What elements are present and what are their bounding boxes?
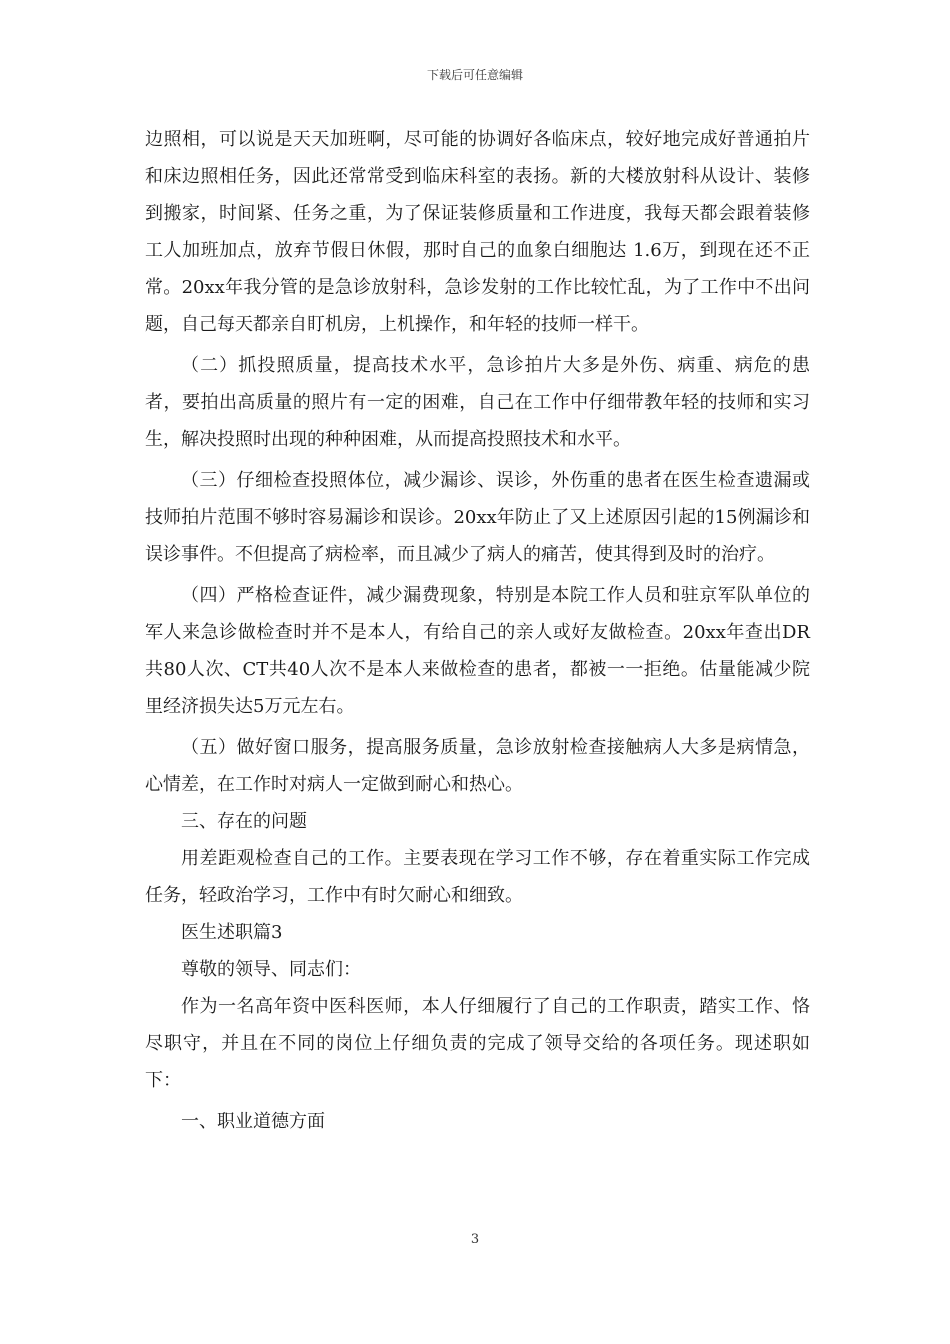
paragraph-continuation: 边照相，可以说是天天加班啊，尽可能的协调好各临床点，较好地完成好普通拍片和床边照相任务，因此还常常受到临床科室的表扬。新的大楼放射科从设计、装修到搬家，时间紧、任务之重，为了保证装修质量和工作进度，我每天都会跟着装修工人加班加点，放弃节假日休假，那时自己的血象白细胞达 1.6万，到现在还不正常。20xx年我分管的是急诊放射科，急诊发射的工作比较忙乱，为了工作中不出问题，自己每天都亲自盯机房，上机操作，和年轻的技师一样干。	[145, 129, 810, 335]
paragraph-problems: 用差距观检查自己的工作。主要表现在学习工作不够，存在着重实际工作完成任务，轻政治学习，工作中有时欠耐心和细致。	[145, 848, 810, 906]
document-body	[145, 121, 810, 1140]
article-title: 医生述职篇3	[181, 922, 283, 943]
paragraph-item-2: （二）抓投照质量，提高技术水平，急诊拍片大多是外伤、病重、病危的患者，要拍出高质量的照片有一定的困难，自己在工作中仔细带教年轻的技师和实习生，解决投照时出现的种种困难，从而提高投照技术和水平。	[145, 355, 810, 450]
paragraph-item-3: （三）仔细检查投照体位，减少漏诊、误诊，外伤重的患者在医生检查遗漏或技师拍片范围不够时容易漏诊和误诊。20xx年防止了又上述原因引起的15例漏诊和误诊事件。不但提高了病检率，而且减少了病人的痛苦，使其得到及时的治疗。	[145, 470, 810, 565]
paragraph-item-4: （四）严格检查证件，减少漏费现象，特别是本院工作人员和驻京军队单位的军人来急诊做检查时并不是本人，有给自己的亲人或好友做检查。20xx年查出DR共80人次、CT共40人次不是本人来做检查的患者，都被一一拒绝。估量能减少院里经济损失达5万元左右。	[145, 585, 810, 717]
salutation: 尊敬的领导、同志们：	[181, 959, 361, 980]
page-header: 下载后可任意编辑	[426, 68, 523, 82]
page-number: 3	[470, 1232, 480, 1247]
paragraph-item-5: （五）做好窗口服务，提高服务质量，急诊放射检查接触病人大多是病情急，心情差，在工作时对病人一定做到耐心和热心。	[145, 737, 810, 795]
paragraph-intro: 作为一名高年资中医科医师，本人仔细履行了自己的工作职责，踏实工作、恪尽职守，并且在不同的岗位上仔细负责的完成了领导交给的各项任务。现述职如下：	[145, 996, 810, 1091]
section-heading-ethics: 一、职业道德方面	[181, 1111, 325, 1132]
section-heading-problems: 三、存在的问题	[181, 811, 307, 832]
